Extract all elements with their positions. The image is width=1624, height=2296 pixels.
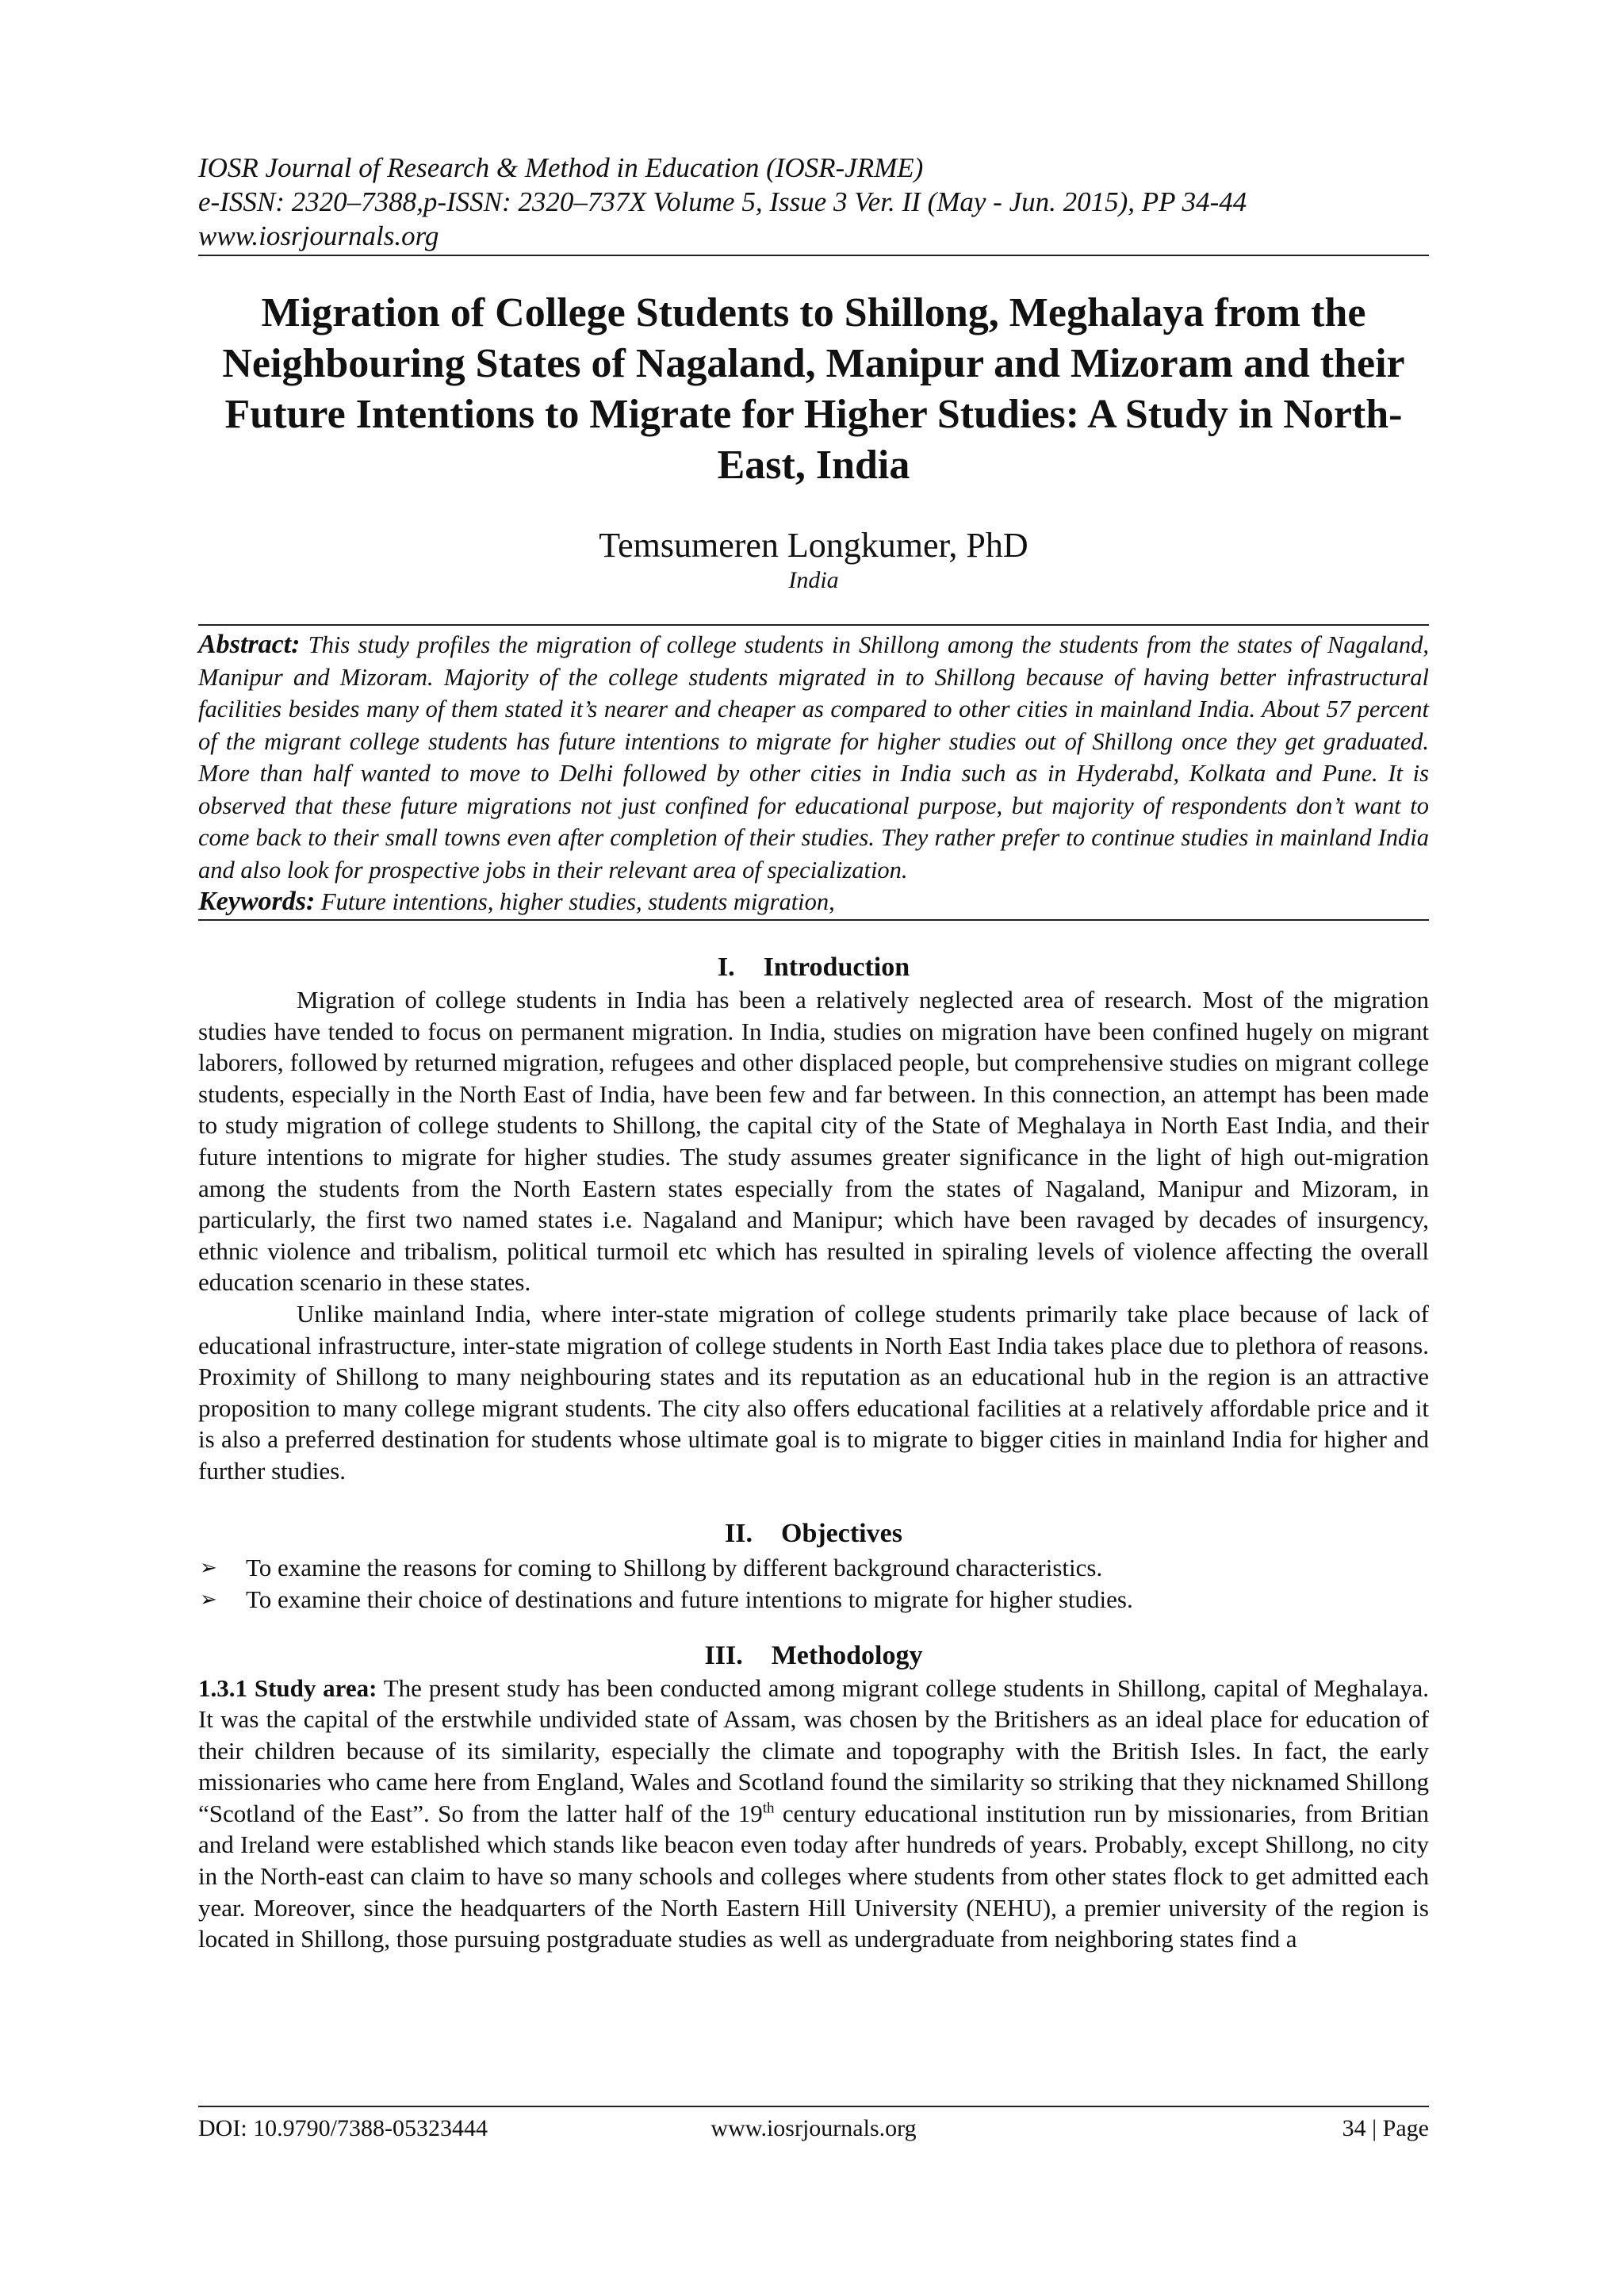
page-number: 34 | Page xyxy=(1342,2115,1429,2141)
abstract xyxy=(198,629,1429,886)
abstract-text: This study profiles the migration of college students in Shillong among the students from the states of Nagaland, Manipur and Mizoram. Majority of the college students migrated in to Shillong because of having better infrastructural facilities besides many of them stated it’s nearer and cheaper as compared to other cities in mainland India. About 57 percent of the migrant college students has future intentions to migrate for higher studies out of Shillong once they get graduated. More than half wanted to move to Delhi followed by other cities in India such as in Hyderabd, Kolkata and Pune. It is observed that these future migrations not just confined for educational purpose, but majority of respondents don’t want to come back to their small towns even after completion of their studies. They rather prefer to continue studies in mainland India and also look for prospective jobs in their relevant area of specialization. xyxy=(198,631,1430,884)
list-item xyxy=(198,1552,1429,1584)
methodology-text: The present study has been conducted among migrant college students in Shillong, capital of Meghalaya. It was the capital of the erstwhile undivided state of Assam, was chosen by the Britishers as an ideal place for education of their children because of its similarity, especially the climate and topography with the British Isles. In fact, the early missionaries who came here from England, Wales and Scotland found the similarity so striking that they nicknamed Shillong “Scotland of the East”. So from the latter half of the 19 xyxy=(198,1673,1430,1827)
footer-website: www.iosrjournals.org xyxy=(710,2115,917,2141)
keywords-text: Future intentions, higher studies, students migration, xyxy=(320,888,835,915)
issn-line: e-ISSN: 2320–7388,p-ISSN: 2320–737X Volume 5, Issue 3 Ver. II (May - Jun. 2015), PP 34-44 xyxy=(198,186,1247,217)
page-footer xyxy=(198,2106,1429,2144)
objective-text: To examine the reasons for coming to Shillong by different background characteristics. xyxy=(246,1553,1103,1581)
intro-paragraph: Unlike mainland India, where inter-state migration of college students primarily take place because of lack of educational infrastructure, inter-state migration of college students in North East India takes place due to plethora of reasons. Proximity of Shillong to many neighbouring states and its reputation as an educational hub in the region is an attractive proposition to many college migrant students. The city also offers educational facilities at a relatively affordable price and it is also a preferred destination for students whose ultimate goal is to migrate to bigger cities in mainland India for higher and further studies. xyxy=(198,1299,1429,1485)
keywords-rule xyxy=(198,919,1429,921)
methodology-paragraph xyxy=(198,1673,1429,1955)
journal-website: www.iosrjournals.org xyxy=(198,220,439,251)
author-affiliation: India xyxy=(788,567,839,593)
section-heading-introduction xyxy=(198,951,1429,984)
section-title: Objectives xyxy=(781,1518,902,1548)
subsection-label: 1.3.1 Study area: xyxy=(198,1673,377,1702)
section-title: Introduction xyxy=(763,953,910,982)
section-number: I. xyxy=(717,953,735,982)
abstract-rule xyxy=(198,624,1429,626)
objective-text: To examine their choice of destinations and future intentions to migrate for higher studies. xyxy=(246,1585,1133,1613)
section-number: III. xyxy=(704,1640,743,1670)
section-title: Methodology xyxy=(771,1640,923,1670)
footer-rule xyxy=(198,2106,1429,2107)
author-name: Temsumeren Longkumer, PhD xyxy=(599,526,1028,565)
arrow-bullet-icon: ➢ xyxy=(200,1555,217,1580)
doi-text: DOI: 10.9790/7388-05323444 xyxy=(198,2115,488,2141)
section-heading-objectives xyxy=(198,1517,1429,1550)
header-rule xyxy=(198,255,1429,256)
intro-paragraph: Migration of college students in India has been a relatively neglected area of research. Most of the migration studies have tended to focus on permanent migration. In India, studies on migration have been confined hugely on migrant laborers, followed by returned migration, refugees and other displaced people, but comprehensive studies on migrant college students, especially in the North East of India, have been few and far between. In this connection, an attempt has been made to study migration of college students to Shillong, the capital city of the State of Meghalaya in North East India, and their future intentions to migrate for higher studies. The study assumes greater significance in the light of high out-migration among the students from the North Eastern states especially from the states of Nagaland, Manipur and Mizoram, in particularly, the first two named states i.e. Nagaland and Manipur; which have been ravaged by decades of insurgency, ethnic violence and tribalism, political turmoil etc which has resulted in spiraling levels of violence affecting the overall education scenario in these states. xyxy=(198,986,1429,1297)
section-number: II. xyxy=(725,1518,753,1548)
paper-title: Migration of College Students to Shillong, Meghalaya from the Neighbouring States of Nagaland, Manipur and Mizoram and their Future Intentions to Migrate for Higher Studies: A Study in North-East, India xyxy=(222,290,1405,488)
page-body xyxy=(198,151,1429,1955)
arrow-bullet-icon: ➢ xyxy=(200,1587,217,1612)
journal-name: IOSR Journal of Research & Method in Education (IOSR-JRME) xyxy=(198,152,924,183)
journal-header xyxy=(198,151,1429,253)
section-heading-methodology xyxy=(198,1639,1429,1673)
objectives-list xyxy=(198,1552,1429,1616)
abstract-label: Abstract: xyxy=(198,630,301,659)
superscript: th xyxy=(762,1800,775,1817)
methodology-text-continued: century educational institution run by missionaries, from Britian and Ireland were established which stands like beacon even today after hundreds of years. Probably, except Shillong, no city in the North-east can claim to have so many schools and colleges where students from other states flock to get admitted each year. Moreover, since the headquarters of the North Eastern Hill University (NEHU), a premier university of the region is located in Shillong, those pursuing postgraduate studies as well as undergraduate from neighboring states find a xyxy=(198,1799,1429,1953)
keywords xyxy=(198,886,1429,918)
keywords-label: Keywords: xyxy=(198,887,316,916)
list-item xyxy=(198,1584,1429,1616)
